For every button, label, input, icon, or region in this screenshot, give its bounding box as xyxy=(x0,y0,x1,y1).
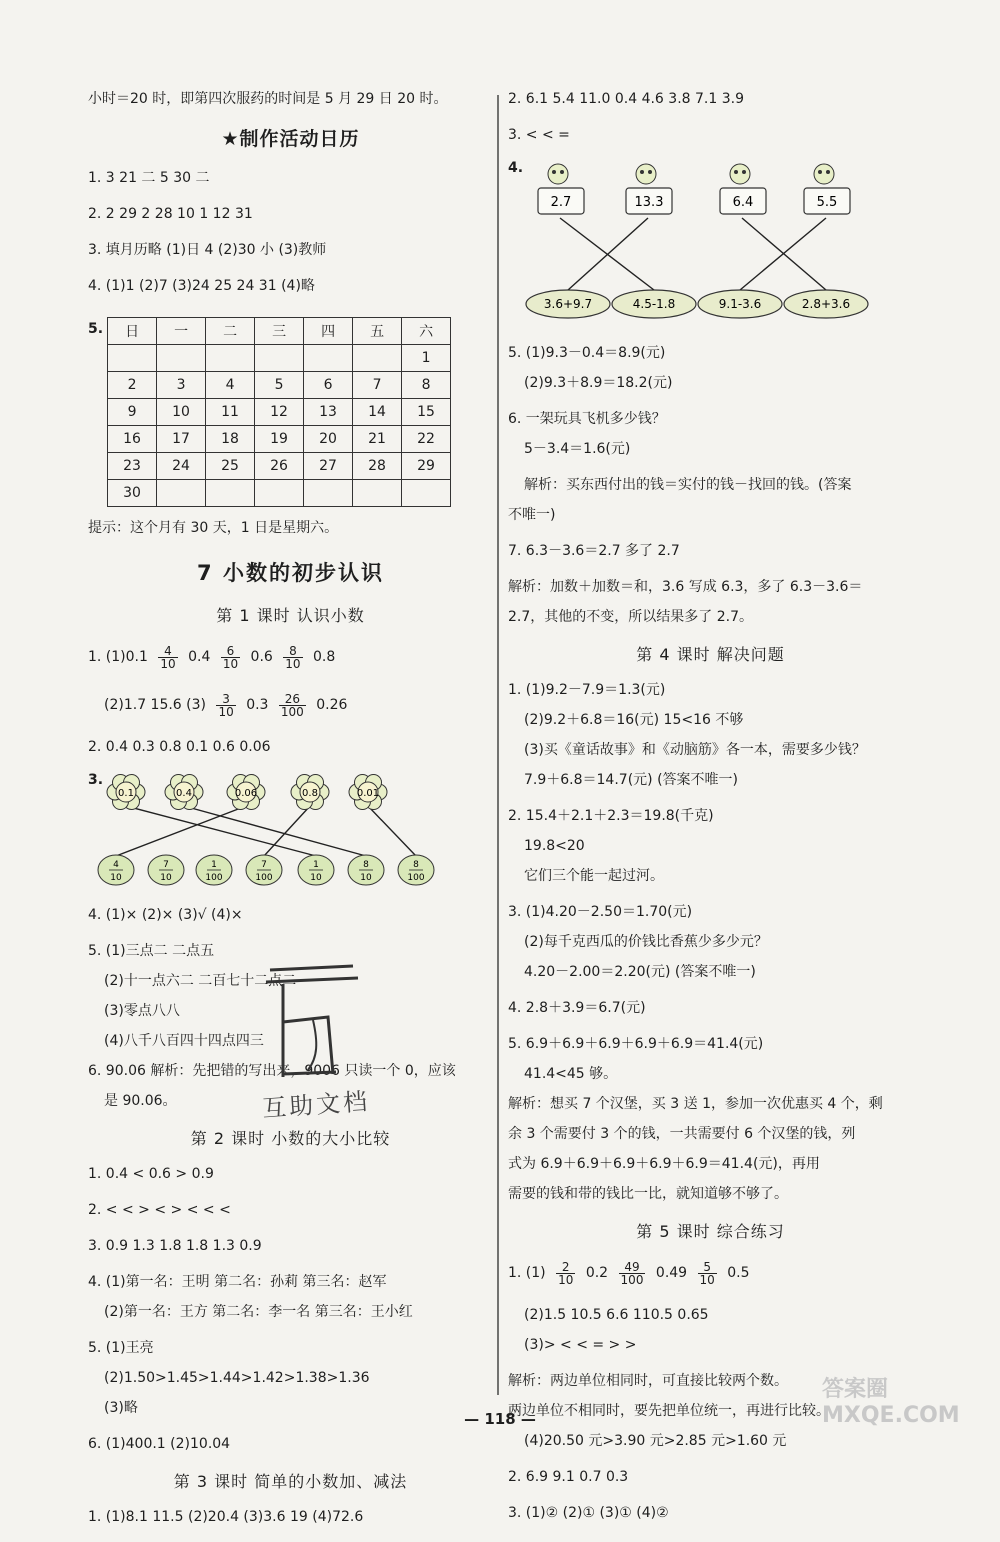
calendar-cell xyxy=(304,345,353,372)
answer-line: (2)1.5 10.5 6.6 110.5 0.65 xyxy=(524,1307,709,1323)
box-value: 2.7 xyxy=(550,195,572,210)
answer-text: 1. (1) xyxy=(508,1265,546,1281)
answer-line: 4. (1)第一名：王明 第二名：孙莉 第三名：赵军 xyxy=(88,1274,387,1290)
answer-text: 0.5 xyxy=(727,1265,750,1281)
calendar-cell: 17 xyxy=(157,426,206,453)
answer-line: 它们三个能一起过河。 xyxy=(524,868,664,884)
flower-value: 0.4 xyxy=(176,788,192,799)
flower-value: 0.8 xyxy=(302,788,318,799)
answer-line: 5－3.4＝1.6(元) xyxy=(524,441,631,457)
calendar-header-cell: 二 xyxy=(206,318,255,345)
answer-line: 19.8<20 xyxy=(524,838,585,854)
analysis-text: 解析：加数＋加数＝和，3.6 写成 6.3，多了 6.3－3.6＝ xyxy=(508,579,863,595)
calendar-cell: 8 xyxy=(402,372,451,399)
analysis-text: 式为 6.9＋6.9＋6.9＋6.9＋6.9＝41.4(元)，再用 xyxy=(508,1156,820,1172)
calendar-cell: 25 xyxy=(206,453,255,480)
answer-line: (3)略 xyxy=(104,1400,138,1416)
calendar-cell: 4 xyxy=(206,372,255,399)
numerator: 4 xyxy=(158,645,177,658)
calendar-cell xyxy=(157,480,206,507)
leaf-denominator: 10 xyxy=(310,873,322,883)
answer-line: 3. (1)② (2)① (3)① (4)② xyxy=(508,1505,669,1521)
answer-line: 4. 2.8＋3.9＝6.7(元) xyxy=(508,1000,646,1016)
box-value: 13.3 xyxy=(634,195,664,210)
calendar-cell: 19 xyxy=(255,426,304,453)
answer-line: 5. (1)王亮 xyxy=(88,1340,154,1356)
denominator: 100 xyxy=(620,1272,644,1287)
calendar-cell: 14 xyxy=(353,399,402,426)
leaf-numerator: 7 xyxy=(261,860,267,870)
analysis-text: 解析：想买 7 个汉堡，买 3 送 1，参加一次优惠买 4 个，剩 xyxy=(508,1096,883,1112)
answer-line: 5. 6.9＋6.9＋6.9＋6.9＋6.9＝41.4(元) xyxy=(508,1036,764,1052)
flower-value: 0.06 xyxy=(234,788,258,799)
analysis-text: 需要的钱和带的钱比一比，就知道够不够了。 xyxy=(508,1186,788,1202)
calendar-row xyxy=(108,480,451,507)
leaf-numerator: 8 xyxy=(363,860,369,870)
answer-line: (2)9.3＋8.9＝18.2(元) xyxy=(524,375,673,391)
fraction xyxy=(279,693,306,718)
flower-value: 0.01 xyxy=(356,788,380,799)
lesson-title: 第 1 课时 认识小数 xyxy=(216,606,365,625)
answer-line: (4)20.50 元>3.90 元>2.85 元>1.60 元 xyxy=(524,1433,787,1449)
analysis-text: 2.7，其他的不变，所以结果多了 2.7。 xyxy=(508,609,753,625)
answer-line: (2)第一名：王方 第二名：李一名 第三名：王小红 xyxy=(104,1304,413,1320)
leaf-numerator: 7 xyxy=(163,860,169,870)
answer-line: 5. (1)三点二 二点五 xyxy=(88,943,215,959)
bee-eye-icon xyxy=(742,170,746,174)
leaf-numerator: 1 xyxy=(313,860,319,870)
matching-diagram xyxy=(88,772,488,890)
stamp-mark xyxy=(258,962,368,1092)
bee-eye-icon xyxy=(648,170,652,174)
calendar-cell: 12 xyxy=(255,399,304,426)
answer-line: 是 90.06。 xyxy=(104,1093,177,1109)
answer-line: 1. (1)9.2－7.9＝1.3(元) xyxy=(508,682,666,698)
stamp-text: 互助文档 xyxy=(261,1087,372,1123)
numerator: 49 xyxy=(619,1261,646,1274)
answer-line: 2. 15.4＋2.1＋2.3＝19.8(千克) xyxy=(508,808,714,824)
bee-icon xyxy=(814,164,834,184)
analysis-text: 解析：买东西付出的钱＝实付的钱－找回的钱。(答案 xyxy=(524,477,852,493)
calendar-cell: 22 xyxy=(402,426,451,453)
denominator: 10 xyxy=(222,656,239,671)
answer-line: (2)9.2＋6.8＝16(元) 15<16 不够 xyxy=(524,712,744,728)
answer-line xyxy=(88,688,493,722)
analysis-text: 余 3 个需要付 3 个的钱，一共需要付 6 个汉堡的钱，列 xyxy=(508,1126,856,1142)
matching-diagram xyxy=(508,160,908,328)
leaf-denominator: 100 xyxy=(407,873,425,883)
calendar-cell: 5 xyxy=(255,372,304,399)
leaf-denominator: 10 xyxy=(360,873,372,883)
calendar-row xyxy=(108,399,451,426)
calendar-header-cell: 三 xyxy=(255,318,304,345)
question-number: 3. xyxy=(88,772,104,788)
denominator: 10 xyxy=(218,704,234,719)
answer-line xyxy=(508,1256,913,1290)
fraction xyxy=(216,693,235,718)
question-number: 5. xyxy=(88,321,104,337)
denominator: 10 xyxy=(160,656,176,671)
answer-line: 2. 2 29 2 28 10 1 12 31 xyxy=(88,206,253,222)
calendar-row xyxy=(108,426,451,453)
calendar-cell xyxy=(304,480,353,507)
answer-line: 5. (1)9.3－0.4＝8.9(元) xyxy=(508,345,666,361)
analysis-text: 解析：两边单位相同时，可直接比较两个数。 xyxy=(508,1373,788,1389)
numerator: 3 xyxy=(216,693,235,706)
fraction xyxy=(619,1261,646,1286)
fraction xyxy=(698,1261,717,1286)
bee-icon xyxy=(730,164,750,184)
analysis-text: 两边单位不相同时，要先把单位统一，再进行比较。 xyxy=(508,1403,830,1419)
answer-line: 6. (1)400.1 (2)10.04 xyxy=(88,1436,231,1452)
match-line xyxy=(368,806,416,856)
calendar-cell: 3 xyxy=(157,372,206,399)
calendar-row xyxy=(108,453,451,480)
calendar-cell: 23 xyxy=(108,453,157,480)
answer-line: (2)十一点六二 二百七十二点二 xyxy=(104,973,297,989)
calendar-cell: 10 xyxy=(157,399,206,426)
fraction xyxy=(158,645,177,670)
lesson-title: 第 5 课时 综合练习 xyxy=(636,1222,785,1241)
match-line xyxy=(184,806,366,856)
answer-text: 0.6 xyxy=(250,649,273,665)
expression-text: 2.8+3.6 xyxy=(801,297,851,311)
answer-line xyxy=(88,640,493,674)
expression-text: 3.6+9.7 xyxy=(543,297,593,311)
calendar-cell: 1 xyxy=(402,345,451,372)
expression-text: 4.5-1.8 xyxy=(632,297,676,311)
calendar-cell xyxy=(108,345,157,372)
analysis-text: 不唯一) xyxy=(508,507,556,523)
answer-text: (2)1.7 15.6 (3) xyxy=(104,697,206,713)
calendar-cell: 9 xyxy=(108,399,157,426)
calendar-cell: 28 xyxy=(353,453,402,480)
calendar-cell: 7 xyxy=(353,372,402,399)
expression-text: 9.1-3.6 xyxy=(718,297,762,311)
flower-value: 0.1 xyxy=(118,788,134,799)
answer-line: 2. 6.9 9.1 0.7 0.3 xyxy=(508,1469,629,1485)
answer-line: 6. 一架玩具飞机多少钱？ xyxy=(508,411,666,427)
answer-line: (4)八千八百四十四点四三 xyxy=(104,1033,264,1049)
answer-text: 0.49 xyxy=(655,1265,688,1281)
numerator: 5 xyxy=(698,1261,717,1274)
answer-text: 0.3 xyxy=(246,697,269,713)
answer-line: 7.9＋6.8＝14.7(元) (答案不唯一) xyxy=(524,772,738,788)
bee-eye-icon xyxy=(818,170,822,174)
answer-line: 2. 0.4 0.3 0.8 0.1 0.6 0.06 xyxy=(88,739,271,755)
lesson-title: 第 3 课时 简单的小数加、减法 xyxy=(173,1472,408,1491)
calendar-table xyxy=(107,317,451,507)
calendar-cell xyxy=(206,345,255,372)
answer-line: 6. 90.06 解析：先把错的写出来，9006 只读一个 0，应该 xyxy=(88,1063,456,1079)
right-column xyxy=(508,88,913,1538)
calendar-header-cell: 日 xyxy=(108,318,157,345)
hint-text: 提示：这个月有 30 天，1 日是星期六。 xyxy=(88,520,339,536)
calendar-cell: 20 xyxy=(304,426,353,453)
calendar-cell xyxy=(402,480,451,507)
answer-line: 4. (1)× (2)× (3)√ (4)× xyxy=(88,907,243,923)
answer-line: 3. < < = xyxy=(508,127,570,143)
chapter-title: 7 小数的初步认识 xyxy=(197,561,384,585)
calendar-cell: 21 xyxy=(353,426,402,453)
fraction xyxy=(221,645,240,670)
answer-text: 1. (1)0.1 xyxy=(88,649,148,665)
answer-text: 0.8 xyxy=(313,649,336,665)
leaf-denominator: 100 xyxy=(255,873,273,883)
answer-line: (2)1.50>1.45>1.44>1.42>1.38>1.36 xyxy=(104,1370,370,1386)
answer-line: 1. 0.4 < 0.6 > 0.9 xyxy=(88,1166,214,1182)
fraction xyxy=(283,645,302,670)
leaf-denominator: 100 xyxy=(205,873,223,883)
text-line: 小时＝20 时，即第四次服药的时间是 5 月 29 日 20 时。 xyxy=(88,91,448,107)
answer-text: 0.26 xyxy=(316,697,348,713)
bee-icon xyxy=(548,164,568,184)
calendar-cell: 27 xyxy=(304,453,353,480)
bee-eye-icon xyxy=(552,170,556,174)
answer-line: (3)> < < = > > xyxy=(524,1337,637,1353)
answer-text: 0.4 xyxy=(188,649,211,665)
answer-line: 3. (1)4.20－2.50＝1.70(元) xyxy=(508,904,693,920)
answer-line: 2. < < > < > < < < xyxy=(88,1202,231,1218)
leaf-numerator: 4 xyxy=(113,860,119,870)
calendar-cell xyxy=(255,345,304,372)
answer-line: 1. (1)8.1 11.5 (2)20.4 (3)3.6 19 (4)72.6 xyxy=(88,1509,364,1525)
calendar-header-cell: 五 xyxy=(353,318,402,345)
question-number: 4. xyxy=(508,160,524,176)
page-number: — 118 — xyxy=(464,1410,536,1428)
bee-icon xyxy=(636,164,656,184)
bee-eye-icon xyxy=(640,170,644,174)
answer-line: 4.20－2.00＝2.20(元) (答案不唯一) xyxy=(524,964,756,980)
answer-line: (3)买《童话故事》和《动脑筋》各一本，需要多少钱？ xyxy=(524,742,866,758)
answer-line: 4. (1)1 (2)7 (3)24 25 24 31 (4)略 xyxy=(88,278,315,294)
match-line xyxy=(568,218,648,290)
denominator: 100 xyxy=(280,704,304,719)
answer-line: 7. 6.3－3.6＝2.7 多了 2.7 xyxy=(508,543,680,559)
numerator: 8 xyxy=(283,645,302,658)
calendar-cell: 26 xyxy=(255,453,304,480)
leaf-numerator: 8 xyxy=(413,860,419,870)
match-line xyxy=(116,806,246,856)
calendar-cell: 30 xyxy=(108,480,157,507)
numerator: 6 xyxy=(221,645,240,658)
calendar-cell: 18 xyxy=(206,426,255,453)
calendar-row xyxy=(108,345,451,372)
answer-line: 1. 3 21 二 5 30 二 xyxy=(88,170,210,186)
answer-line: 2. 6.1 5.4 11.0 0.4 4.6 3.8 7.1 3.9 xyxy=(508,91,744,107)
answer-line: (2)每千克西瓜的价钱比香蕉少多少元？ xyxy=(524,934,768,950)
watermark-logo: 答案圈 MXQE.COM xyxy=(822,1377,960,1428)
numerator: 2 xyxy=(556,1261,575,1274)
calendar-cell: 29 xyxy=(402,453,451,480)
calendar-cell: 16 xyxy=(108,426,157,453)
leaf-denominator: 10 xyxy=(110,873,122,883)
left-column xyxy=(88,88,493,1542)
calendar-cell xyxy=(206,480,255,507)
calendar-header-cell: 一 xyxy=(157,318,206,345)
box-value: 5.5 xyxy=(816,195,838,210)
leaf-numerator: 1 xyxy=(211,860,217,870)
calendar-cell: 6 xyxy=(304,372,353,399)
box-oval-diagram xyxy=(508,160,913,328)
calendar-row xyxy=(108,372,451,399)
calendar-block xyxy=(88,311,493,517)
calendar-cell xyxy=(157,345,206,372)
calendar-cell: 2 xyxy=(108,372,157,399)
bee-eye-icon xyxy=(826,170,830,174)
lesson-title: 第 4 课时 解决问题 xyxy=(636,645,785,664)
answer-line: (3)零点八八 xyxy=(104,1003,180,1019)
denominator: 10 xyxy=(285,656,301,671)
calendar-header-row xyxy=(108,318,451,345)
box-value: 6.4 xyxy=(732,195,754,210)
answer-line: 3. 填月历略 (1)日 4 (2)30 小 (3)教师 xyxy=(88,242,327,258)
calendar-cell xyxy=(353,345,402,372)
answer-line: 3. 0.9 1.3 1.8 1.8 1.3 0.9 xyxy=(88,1238,262,1254)
calendar-header-cell: 四 xyxy=(304,318,353,345)
bee-eye-icon xyxy=(560,170,564,174)
calendar-cell: 15 xyxy=(402,399,451,426)
fraction xyxy=(556,1261,575,1286)
numerator: 26 xyxy=(279,693,306,706)
section-title: ★制作活动日历 xyxy=(221,128,360,150)
column-divider xyxy=(497,95,499,1395)
calendar-cell: 11 xyxy=(206,399,255,426)
bee-eye-icon xyxy=(734,170,738,174)
denominator: 10 xyxy=(558,1272,574,1287)
flower-leaf-diagram xyxy=(88,772,493,890)
answer-text: 0.2 xyxy=(585,1265,609,1281)
denominator: 10 xyxy=(699,1272,715,1287)
answer-line: 41.4<45 够。 xyxy=(524,1066,618,1082)
calendar-cell xyxy=(353,480,402,507)
leaf-denominator: 10 xyxy=(160,873,172,883)
lesson-title: 第 2 课时 小数的大小比较 xyxy=(190,1129,391,1148)
calendar-cell xyxy=(255,480,304,507)
calendar-header-cell: 六 xyxy=(402,318,451,345)
calendar-cell: 13 xyxy=(304,399,353,426)
calendar-cell: 24 xyxy=(157,453,206,480)
